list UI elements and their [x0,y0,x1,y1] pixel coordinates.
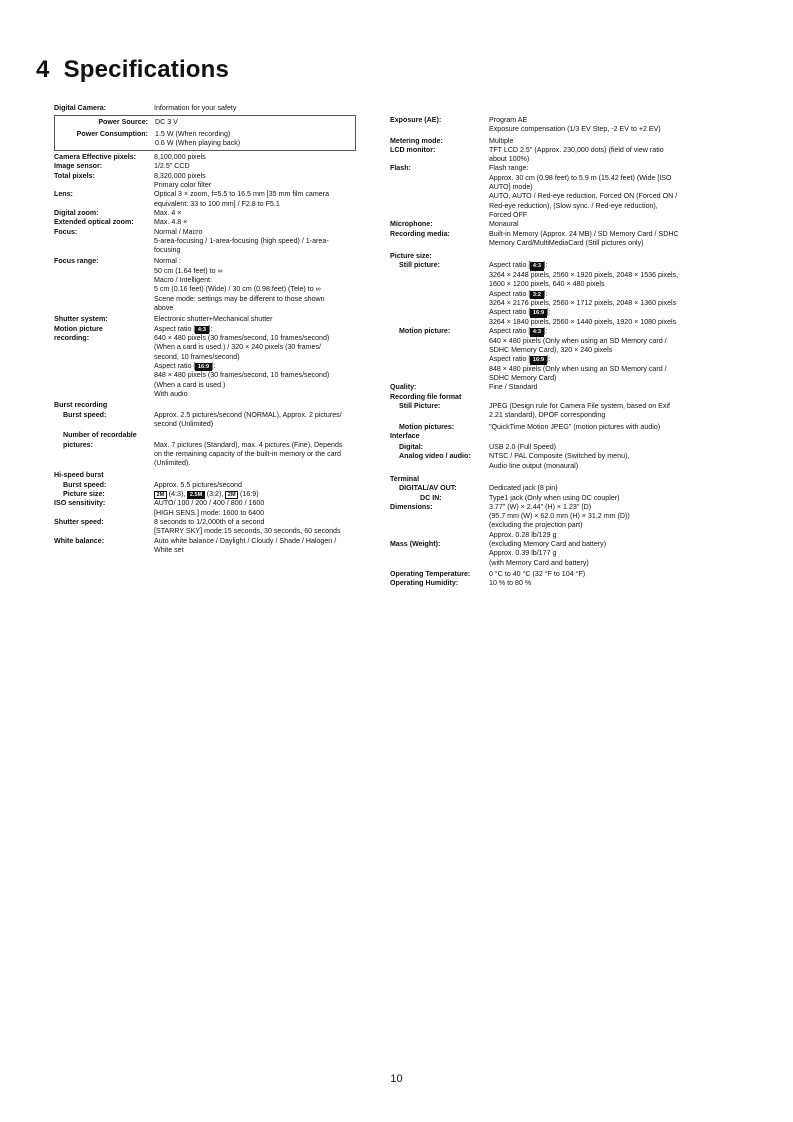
spec-value: Forced OFF [489,210,528,219]
spec-label: Operating Temperature: [390,569,471,578]
spec-value: 848 × 480 pixels (Only when using an SD Memory card / [489,364,667,373]
aspect-4-3-badge-icon: 4:3 [195,326,208,335]
spec-column-left [54,104,374,555]
spec-label: Operating Humidity: [390,579,459,588]
spec-row-analog [390,452,708,471]
spec-value: 3264 × 2448 pixels, 2560 × 1920 pixels, 2048 × 1536 pixels, [489,270,679,279]
spec-value: Dedicated jack (8 pin) [489,484,558,493]
spec-value: on the remaining capacity of the built-in memory or the card [154,449,341,458]
spec-value: DC 3 V [155,118,178,127]
spec-row-power-source [55,118,355,127]
section-number: 4 [36,56,50,83]
page-title [36,56,229,84]
aspect-suffix: ]: [543,289,548,298]
spec-value: Type1 jack (Only when using DC coupler) [489,493,620,502]
spec-value: Electronic shutter+Mechanical shutter [154,315,273,324]
spec-value [154,362,374,372]
spec-value: 8 seconds to 1/2,000th of a second [154,518,265,527]
spec-value: Max. 4.8 × [154,218,188,227]
spec-value: 50 cm (1.64 feet) to ∞ [154,266,223,275]
spec-value: 3264 × 1840 pixels, 2560 × 1440 pixels, 1920 × 1080 pixels [489,317,677,326]
spec-label-line: pictures: [63,440,93,449]
spec-value: [STARRY SKY] mode:15 seconds, 30 seconds, 60 seconds [154,527,341,536]
spec-value: 1600 × 1200 pixels, 640 × 480 pixels [489,280,605,289]
spec-group-label: Hi-speed burst [54,471,104,480]
spec-label: Exposure (AE): [390,116,442,124]
spec-value [154,325,374,335]
spec-value: 5-area-focusing / 1-area-focusing (high speed) / 1-area- [154,236,329,245]
spec-row-interface [390,432,708,441]
spec-value: JPEG (Design rule for Camera File system, based on Exif [489,401,670,410]
size-2-5m-badge-icon: 2.5M [187,491,204,500]
aspect-16-9-badge-icon: 16:9 [530,309,546,318]
spec-row-microphone [390,220,708,229]
spec-value: (with Memory Card and battery) [489,558,589,567]
aspect-suffix: ]: [546,355,551,364]
spec-label: Motion pictures: [399,422,455,431]
section-title: Specifications [63,56,230,83]
spec-value: equivalent: 33 to 100 mm] / F2.8 to F5.1 [154,199,280,208]
spec-value: 10 % to 80 % [489,579,532,588]
spec-label-line: recording: [54,333,90,342]
aspect-16-9-badge-icon: 16:9 [530,356,546,365]
spec-value [154,490,374,500]
spec-value: 640 × 480 pixels (30 frames/second, 10 frames/second) [154,334,330,343]
spec-label: Power Source: [98,118,148,127]
spec-label: Lens: [54,190,73,199]
spec-value: 8,320,000 pixels [154,171,206,180]
spec-label: ISO sensitivity: [54,499,106,508]
spec-label: Analog video / audio: [399,452,471,461]
spec-label [54,431,154,450]
spec-column-right [390,116,708,589]
aspect-prefix: Aspect ratio [ [489,308,531,317]
spec-label: LCD monitor: [390,145,436,154]
spec-value: focusing [154,246,181,255]
spec-label: DIGITAL/AV OUT: [399,484,457,493]
spec-value: "QuickTime Motion JPEG" (motion pictures with audio) [489,422,661,431]
spec-row-white-balance [54,537,374,556]
spec-row-image-sensor [54,162,374,171]
spec-row-lcd [390,146,708,165]
spec-row-digital-zoom [54,209,374,218]
spec-value: about 100%) [489,155,530,164]
spec-row-quality [390,383,708,392]
spec-row-motion-recording [54,325,374,400]
spec-value: 8,100,000 pixels [154,153,206,162]
spec-value: Flash range: [489,164,529,173]
spec-value: Red-eye reduction), (Slow sync. / Red-eye reduction), [489,201,658,210]
spec-label: Burst speed: [63,410,107,419]
spec-value: 3.77" (W) × 2.44" (H) × 1.23" (D) [489,502,592,511]
spec-value: Optical 3 × zoom, f=5.5 to 16.5 mm [35 mm film camera [154,190,330,199]
aspect-suffix: ]: [543,261,548,270]
spec-value: 1.5 W (When recording) [155,129,231,138]
size-2m-badge-icon: 2M [154,491,167,500]
spec-label: Image sensor: [54,162,103,171]
spec-row-shutter-system [54,315,374,324]
spec-value: Macro / Intelligent: [154,276,212,285]
spec-group-label: Picture size: [390,252,432,261]
spec-value: Approx. 30 cm (0.98 feet) to 5.9 m (15.42 feet) (Wide [ISO [489,173,672,182]
size-ratio: (3:2), [206,489,224,498]
spec-value: (95.7 mm (W) × 62.0 mm (H) × 31.2 mm (D)) [489,512,630,521]
spec-row-extended-zoom [54,218,374,227]
spec-value: Monaural [489,220,519,229]
spec-row-file-format [390,393,708,402]
aspect-3-2-badge-icon: 3:2 [530,291,543,300]
spec-label: Extended optical zoom: [54,218,134,227]
spec-label-line: Number of recordable [63,431,137,440]
spec-label: Flash: [390,164,411,173]
spec-value: (excluding Memory Card and battery) [489,540,607,549]
spec-row-shutter-speed [54,518,374,537]
spec-row-motion-picture [390,327,708,383]
spec-group-label: Recording file format [390,392,462,401]
spec-value [489,327,708,337]
spec-row-dc-in [390,494,708,503]
spec-value: (When a card is used.) / 320 × 240 pixels (30 frames/ [154,343,321,352]
spec-label: Power Consumption: [76,129,148,138]
spec-label: Digital: [399,443,424,452]
spec-value: (Unlimited). [154,459,191,468]
spec-row-digital-av-out [390,484,708,493]
aspect-prefix: Aspect ratio [ [489,327,531,336]
spec-value: Approx. 0.39 lb/177 g [489,549,557,558]
spec-row-hispeed-burst [54,471,374,480]
spec-label: Digital Camera: [54,104,107,112]
spec-label: Mass (Weight): [390,540,441,549]
aspect-16-9-badge-icon: 16:9 [195,363,211,372]
spec-row-recording-media [390,230,708,249]
spec-label: Quality: [390,383,417,392]
spec-value: 0 °C to 40 °C (32 °F to 104 °F) [489,569,586,578]
spec-label: Still Picture: [399,401,441,410]
spec-label: Picture size: [63,489,105,498]
spec-label: Shutter system: [54,315,108,324]
spec-row-dimensions [390,503,708,531]
spec-row-focus [54,228,374,256]
spec-value: AUTO/ 100 / 200 / 400 / 800 / 1600 [154,499,265,508]
spec-label: Total pixels: [54,171,95,180]
spec-value: Normal : [154,257,181,266]
spec-value: SDHC Memory Card), 320 × 240 pixels [489,345,613,354]
aspect-prefix: Aspect ratio [ [154,324,196,333]
spec-label: Digital zoom: [54,208,99,217]
spec-row-picture-size [54,490,374,500]
spec-row-mass [390,531,708,568]
spec-value: Primary color filter [154,181,212,190]
spec-row-op-humidity [390,579,708,588]
spec-row-hs-burst-speed [54,481,374,490]
size-2m-wide-badge-icon: 2M [225,491,238,500]
spec-row-burst-speed [54,411,374,430]
spec-value: NTSC / PAL Composite (Switched by menu), [489,452,630,461]
page-number: 10 [390,1073,403,1085]
spec-value [489,355,708,365]
spec-value [489,290,708,300]
aspect-suffix: ]: [208,324,213,333]
spec-row-flash [390,164,708,220]
spec-label: Focus: [54,227,78,236]
spec-value [489,308,708,318]
spec-value: second (Unlimited) [154,419,214,428]
spec-group-label: Interface [390,431,420,440]
spec-row-motion-format [390,423,708,432]
size-ratio: (4:3), [168,489,186,498]
spec-value: above [154,303,174,312]
spec-label: Recording media: [390,229,450,238]
spec-value [489,261,708,271]
spec-value: AUTO, AUTO / Red-eye reduction, Forced ON (Forced ON / [489,192,678,201]
spec-row-total-pixels [54,172,374,191]
spec-value: TFT LCD 2.5" (Approx. 230,000 dots) (field of view ratio [489,145,664,154]
spec-row-still-format [390,402,708,421]
spec-row-digital-camera [54,104,374,113]
spec-row-power-consumption [55,130,355,149]
spec-value: 5 cm (0.16 feet) (Wide) / 30 cm (0.98 feet) (Tele) to ∞ [154,285,321,294]
spec-value: (excluding the projection part) [489,521,583,530]
spec-label: Microphone: [390,220,433,229]
size-ratio: (16:9) [240,489,259,498]
spec-row-effective-pixels [54,153,374,162]
aspect-prefix: Aspect ratio [ [489,261,531,270]
spec-value: White set [154,545,184,554]
spec-row-recordable-pictures [54,431,374,468]
spec-row-op-temp [390,570,708,579]
spec-value: second, 10 frames/second) [154,352,240,361]
spec-value: 3264 × 2176 pixels, 2560 × 1712 pixels, 2048 × 1360 pixels [489,299,677,308]
spec-value: USB 2.0 (Full Speed) [489,443,557,452]
spec-value: (When a card is used.) [154,380,226,389]
spec-group-label: Burst recording [54,401,108,410]
spec-value: Normal / Macro [154,227,203,236]
spec-row-still-picture [390,261,708,327]
spec-value: 640 × 480 pixels (Only when using an SD Memory card / [489,336,667,345]
spec-value: Max. 4 × [154,208,182,217]
spec-row-iso [54,499,374,518]
spec-value: Memory Card/MultiMediaCard (Still pictures only) [489,238,644,247]
spec-row-exposure [390,116,708,135]
spec-label [54,325,154,344]
spec-value: Max. 7 pictures (Standard), max. 4 pictures (Fine), Depends [154,440,343,449]
spec-row-lens [54,190,374,209]
aspect-prefix: Aspect ratio [ [154,361,196,370]
spec-value: Audio line output (monaural) [489,461,579,470]
spec-label: DC IN: [420,493,442,502]
spec-label: Shutter speed: [54,518,104,527]
spec-value: Auto white balance / Daylight / Cloudy / Shade / Halogen / [154,536,337,545]
spec-value: [HIGH SENS.] mode: 1600 to 6400 [154,508,265,517]
spec-value: Scene mode: settings may be different to those shown [154,294,325,303]
spec-label: Dimensions: [390,502,433,511]
spec-value: Built-in Memory (Approx. 24 MB) / SD Memory Card / SDHC [489,229,679,238]
spec-value: SDHC Memory Card) [489,374,557,383]
aspect-4-3-badge-icon: 4:3 [530,328,543,337]
aspect-suffix: ]: [546,308,551,317]
spec-label-line: Motion picture [54,324,103,333]
aspect-suffix: ]: [543,327,548,336]
spec-value: Information for your safety [154,104,237,112]
spec-label: Still picture: [399,261,440,270]
spec-value: 0.6 W (When playing back) [155,138,241,147]
spec-label: Metering mode: [390,136,443,145]
spec-label: Motion picture: [399,327,451,336]
spec-label: Camera Effective pixels: [54,153,137,162]
spec-value: 2.21 standard), DPOF corresponding [489,411,606,420]
spec-value: Approx. 5.5 pictures/second [154,480,242,489]
spec-value: Multiple [489,136,514,145]
spec-value: Approx. 2.5 pictures/second (NORMAL), Approx. 2 pictures/ [154,410,342,419]
aspect-prefix: Aspect ratio [ [489,289,531,298]
spec-row-picture-size-group [390,252,708,261]
aspect-prefix: Aspect ratio [ [489,355,531,364]
spec-group-label: Terminal [390,475,420,483]
spec-row-terminal [390,475,708,484]
spec-row-metering [390,137,708,146]
spec-value: AUTO] mode) [489,183,533,192]
spec-value: With audio [154,390,188,399]
spec-label: White balance: [54,536,105,545]
spec-value: Program AE [489,116,528,124]
spec-value: Exposure compensation (1/3 EV Step, -2 EV to +2 EV) [489,125,661,134]
spec-value: Fine / Standard [489,383,538,392]
spec-value: Approx. 0.28 lb/129 g [489,530,557,539]
spec-row-digital [390,443,708,452]
spec-label: Focus range: [54,257,99,266]
spec-value: 1/2.5" CCD [154,162,190,171]
aspect-4-3-badge-icon: 4:3 [530,262,543,271]
spec-label: Burst speed: [63,480,107,489]
power-box [54,115,356,151]
aspect-suffix: ]: [211,361,216,370]
spec-row-focus-range [54,257,374,313]
spec-row-burst-recording [54,401,374,410]
spec-value: 848 × 480 pixels (30 frames/second, 10 frames/second) [154,371,330,380]
